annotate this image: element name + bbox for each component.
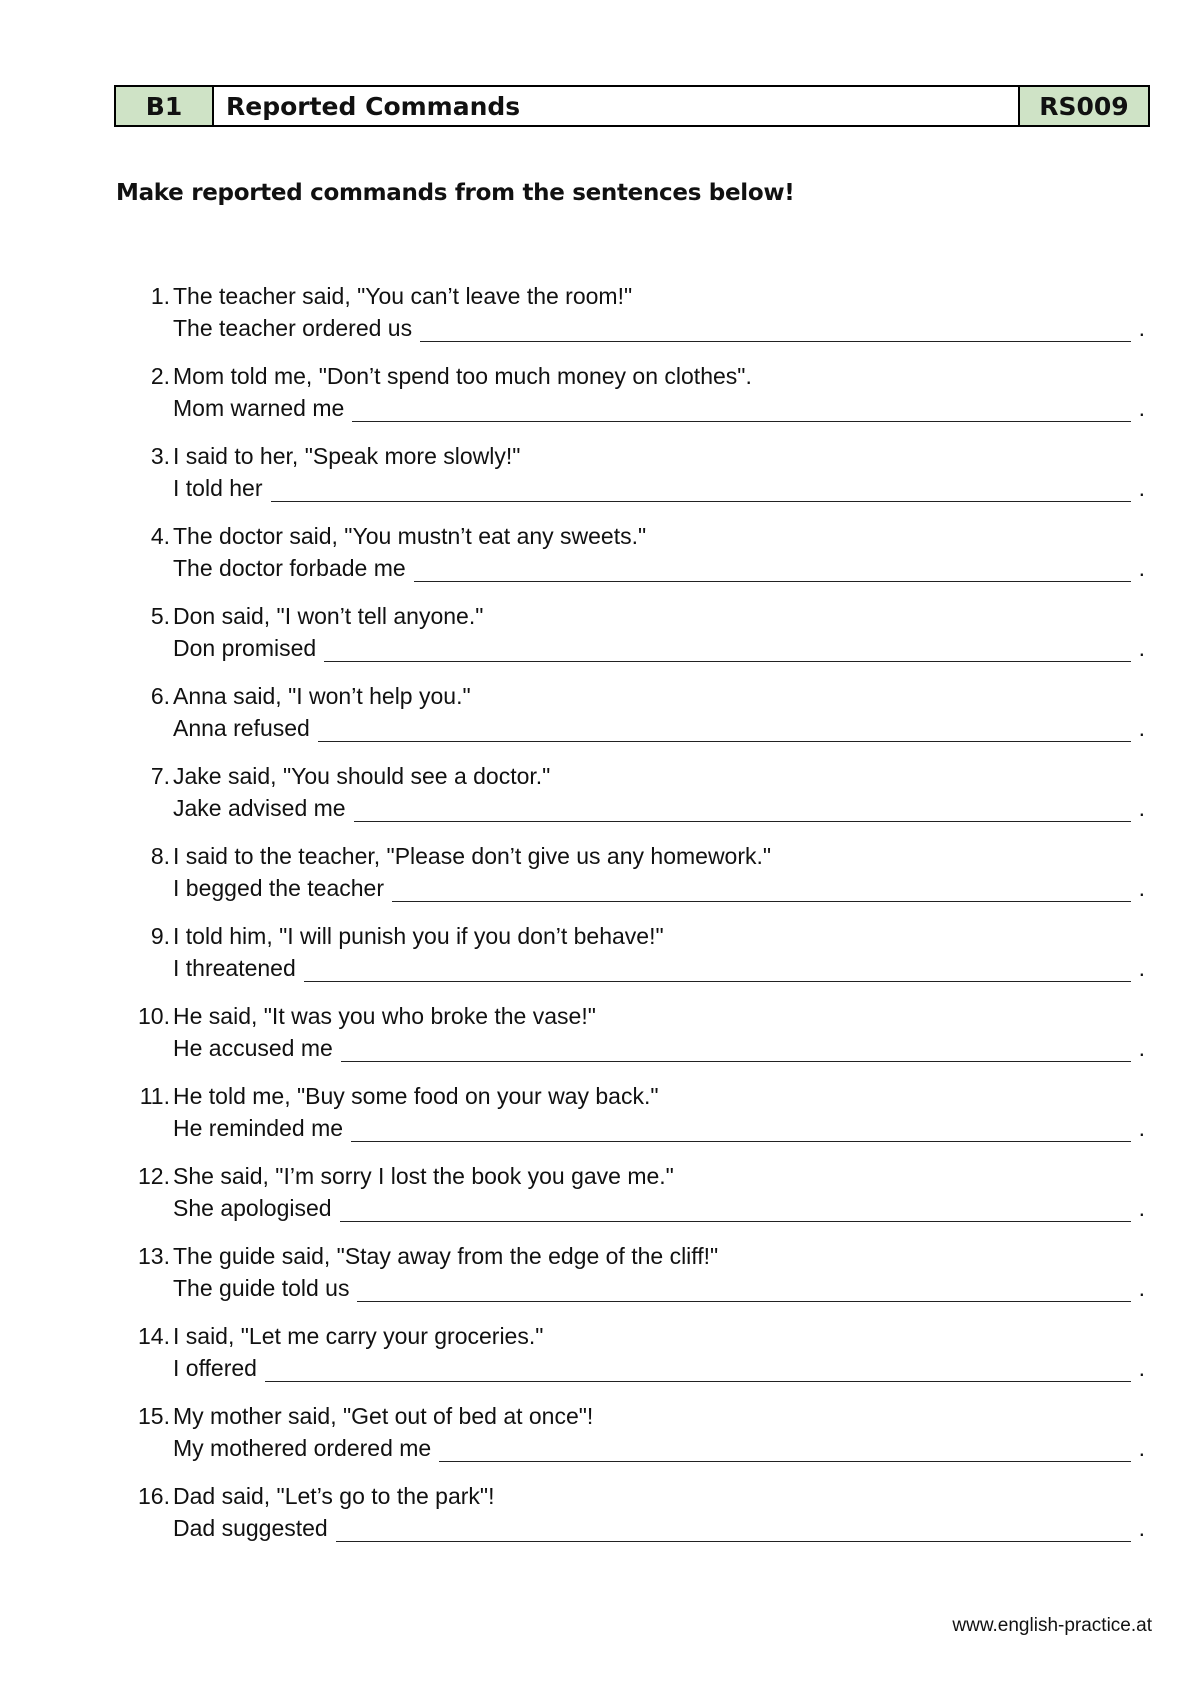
exercise-item [125,603,1145,683]
answer-period: . [1138,875,1145,901]
exercise-item [125,923,1145,1003]
exercise-item [125,683,1145,763]
answer-lead: My mothered ordered me [173,1435,432,1461]
item-sentence: The teacher said, "You can’t leave the room!" [173,283,633,309]
answer-period: . [1138,1355,1145,1381]
answer-period: . [1138,475,1145,501]
answer-line [173,875,1145,902]
answer-lead: I threatened [173,955,296,981]
answer-blank[interactable] [318,721,1131,742]
answer-lead: Dad suggested [173,1515,328,1541]
answer-lead: Anna refused [173,715,310,741]
answer-blank[interactable] [352,401,1130,422]
exercise-item [125,1483,1145,1563]
item-number: 10. [138,1003,170,1029]
worksheet-header [114,85,1150,127]
answer-period: . [1138,1515,1145,1541]
answer-line [173,1195,1145,1222]
instruction-text: Make reported commands from the sentences below! [116,180,795,206]
item-sentence: Don said, "I won’t tell anyone." [173,603,484,629]
item-number: 11. [139,1083,170,1109]
answer-lead: I begged the teacher [173,875,384,901]
exercise-list [125,283,1145,1563]
item-number: 5. [150,603,170,629]
exercise-item [125,1323,1145,1403]
item-number: 8. [150,843,170,869]
answer-line [173,1435,1145,1462]
answer-blank[interactable] [414,561,1131,582]
item-sentence: He said, "It was you who broke the vase!" [173,1003,596,1029]
answer-period: . [1138,315,1145,341]
answer-period: . [1138,555,1145,581]
answer-lead: Don promised [173,635,317,661]
answer-line [173,1355,1145,1382]
item-number: 9. [150,923,170,949]
exercise-item [125,523,1145,603]
answer-lead: I offered [173,1355,257,1381]
item-sentence: Dad said, "Let’s go to the park"! [173,1483,495,1509]
answer-period: . [1138,1195,1145,1221]
answer-lead: Jake advised me [173,795,346,821]
answer-blank[interactable] [351,1121,1131,1142]
answer-blank[interactable] [357,1281,1130,1302]
item-sentence: Jake said, "You should see a doctor." [173,763,551,789]
answer-line [173,315,1145,342]
exercise-item [125,843,1145,923]
worksheet-code: RS009 [1020,87,1148,125]
answer-period: . [1138,1035,1145,1061]
item-number: 1. [150,283,170,309]
answer-lead: Mom warned me [173,395,345,421]
item-number: 4. [150,523,170,549]
answer-line [173,555,1145,582]
item-number: 6. [150,683,170,709]
answer-blank[interactable] [304,961,1131,982]
answer-period: . [1138,1115,1145,1141]
answer-period: . [1138,1435,1145,1461]
answer-line [173,635,1145,662]
answer-lead: The teacher ordered us [173,315,413,341]
item-sentence: The doctor said, "You mustn’t eat any sweets." [173,523,647,549]
answer-lead: She apologised [173,1195,332,1221]
answer-line [173,715,1145,742]
answer-line [173,1275,1145,1302]
item-number: 3. [150,443,170,469]
answer-line [173,1115,1145,1142]
item-number: 7. [150,763,170,789]
answer-period: . [1138,715,1145,741]
item-sentence: My mother said, "Get out of bed at once"! [173,1403,594,1429]
exercise-item [125,1243,1145,1323]
answer-line [173,475,1145,502]
exercise-item [125,1403,1145,1483]
answer-lead: He accused me [173,1035,333,1061]
answer-line [173,1515,1145,1542]
exercise-item [125,1163,1145,1243]
answer-period: . [1138,1275,1145,1301]
item-sentence: He told me, "Buy some food on your way back." [173,1083,659,1109]
exercise-item [125,283,1145,363]
answer-blank[interactable] [336,1521,1131,1542]
item-sentence: I said to the teacher, "Please don’t give us any homework." [173,843,772,869]
item-sentence: Anna said, "I won’t help you." [173,683,471,709]
answer-line [173,395,1145,422]
answer-line [173,1035,1145,1062]
answer-blank[interactable] [392,881,1131,902]
level-badge: B1 [116,87,214,125]
answer-lead: I told her [173,475,263,501]
answer-line [173,955,1145,982]
exercise-item [125,763,1145,843]
item-number: 16. [138,1483,170,1509]
exercise-item [125,363,1145,443]
item-number: 2. [150,363,170,389]
item-sentence: I said, "Let me carry your groceries." [173,1323,544,1349]
answer-blank[interactable] [324,641,1130,662]
answer-blank[interactable] [265,1361,1131,1382]
worksheet-title: Reported Commands [214,87,1020,125]
answer-lead: The guide told us [173,1275,350,1301]
answer-blank[interactable] [340,1201,1131,1222]
footer-website: www.english-practice.at [952,1615,1152,1636]
answer-blank[interactable] [420,321,1131,342]
exercise-item [125,1083,1145,1163]
exercise-item [125,443,1145,523]
answer-lead: The doctor forbade me [173,555,406,581]
answer-line [173,795,1145,822]
answer-period: . [1138,635,1145,661]
item-sentence: Mom told me, "Don’t spend too much money on clothes". [173,363,752,389]
item-sentence: I said to her, "Speak more slowly!" [173,443,521,469]
answer-period: . [1138,955,1145,981]
item-number: 12. [138,1163,170,1189]
answer-period: . [1138,795,1145,821]
item-sentence: I told him, "I will punish you if you don’t behave!" [173,923,664,949]
exercise-item [125,1003,1145,1083]
item-number: 15. [138,1403,170,1429]
item-number: 13. [138,1243,170,1269]
answer-blank[interactable] [354,801,1131,822]
item-number: 14. [138,1323,170,1349]
answer-blank[interactable] [439,1441,1130,1462]
item-sentence: She said, "I’m sorry I lost the book you gave me." [173,1163,674,1189]
answer-blank[interactable] [271,481,1131,502]
item-sentence: The guide said, "Stay away from the edge of the cliff!" [173,1243,719,1269]
answer-blank[interactable] [341,1041,1131,1062]
answer-period: . [1138,395,1145,421]
answer-lead: He reminded me [173,1115,344,1141]
